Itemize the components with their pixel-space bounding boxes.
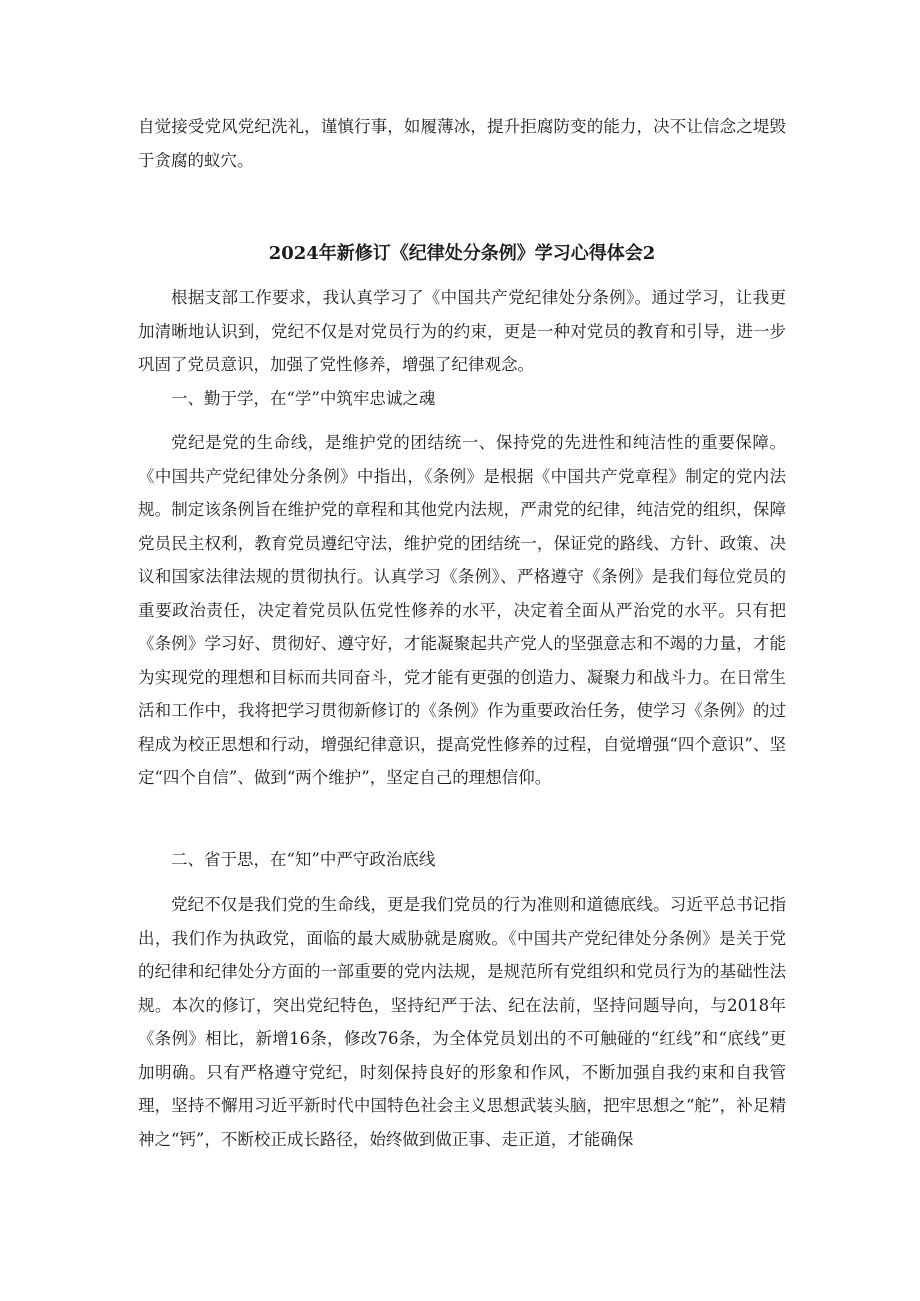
body-paragraph-3: 党纪不仅是我们党的生命线，更是我们党员的行为准则和道德底线。习近平总书记指出，我们作为执政党，面临的最大威胁就是腐败。《中国共产党纪律处分条例》是关于党的纪律和纪律处分方面的一部重要的党内法规，是规范所有党组织和党员行为的基础性法规。本次的修订，突出党纪特色，坚持纪严于法、纪在法前，坚持问题导向，与2018年《条例》相比，新增16条，修改76条，为全体党员划出的不可触碰的“红线”和“底线”更加明确。只有严格遵守党纪，时刻保持良好的形象和作风，不断加强自我约束和自我管理，坚持不懈用习近平新时代中国特色社会主义思想武装头脑，把牢思想之“舵”，补足精神之“钙”，不断校正成长路径，始终做到做正事、走正道，才能确保 bbox=[138, 895, 786, 1149]
section-heading-2: 二、省于思，在“知”中严守政治底线 bbox=[171, 850, 436, 869]
section-heading-1: 一、勤于学，在“学”中筑牢忠诚之魂 bbox=[171, 389, 436, 408]
body-paragraph-1: 根据支部工作要求，我认真学习了《中国共产党纪律处分条例》。通过学习，让我更加清晰地认识到，党纪不仅是对党员行为的约束，更是一种对党员的教育和引导，进一步巩固了党员意识，加强了党性修养，增强了纪律观念。 bbox=[138, 288, 786, 374]
article-title: 2024年新修订《纪律处分条例》学习心得体会2 bbox=[268, 243, 656, 264]
intro-paragraph: 自觉接受党风党纪洗礼，谨慎行事，如履薄冰，提升拒腐防变的能力，决不让信念之堤毁于贪腐的蚁穴。 bbox=[138, 117, 786, 170]
body-paragraph-2: 党纪是党的生命线，是维护党的团结统一、保持党的先进性和纯洁性的重要保障。《中国共产党纪律处分条例》中指出，《条例》是根据《中国共产党章程》制定的党内法规。制定该条例旨在维护党的章程和其他党内法规，严肃党的纪律，纯洁党的组织，保障党员民主权利，教育党员遵纪守法，维护党的团结统一，保证党的路线、方针、政策、决议和国家法律法规的贯彻执行。认真学习《条例》、严格遵守《条例》是我们每位党员的重要政治责任，决定着党员队伍党性修养的水平，决定着全面从严治党的水平。只有把《条例》学习好、贯彻好、遵守好，才能凝聚起共产党人的坚强意志和不竭的力量，才能为实现党的理想和目标而共同奋斗，党才能有更强的创造力、凝聚力和战斗力。在日常生活和工作中，我将把学习贯彻新修订的《条例》作为重要政治任务，使学习《条例》的过程成为校正思想和行动，增强纪律意识，提高党性修养的过程，自觉增强“四个意识”、坚定“四个自信”、做到“两个维护”，坚定自己的理想信仰。 bbox=[138, 433, 786, 787]
